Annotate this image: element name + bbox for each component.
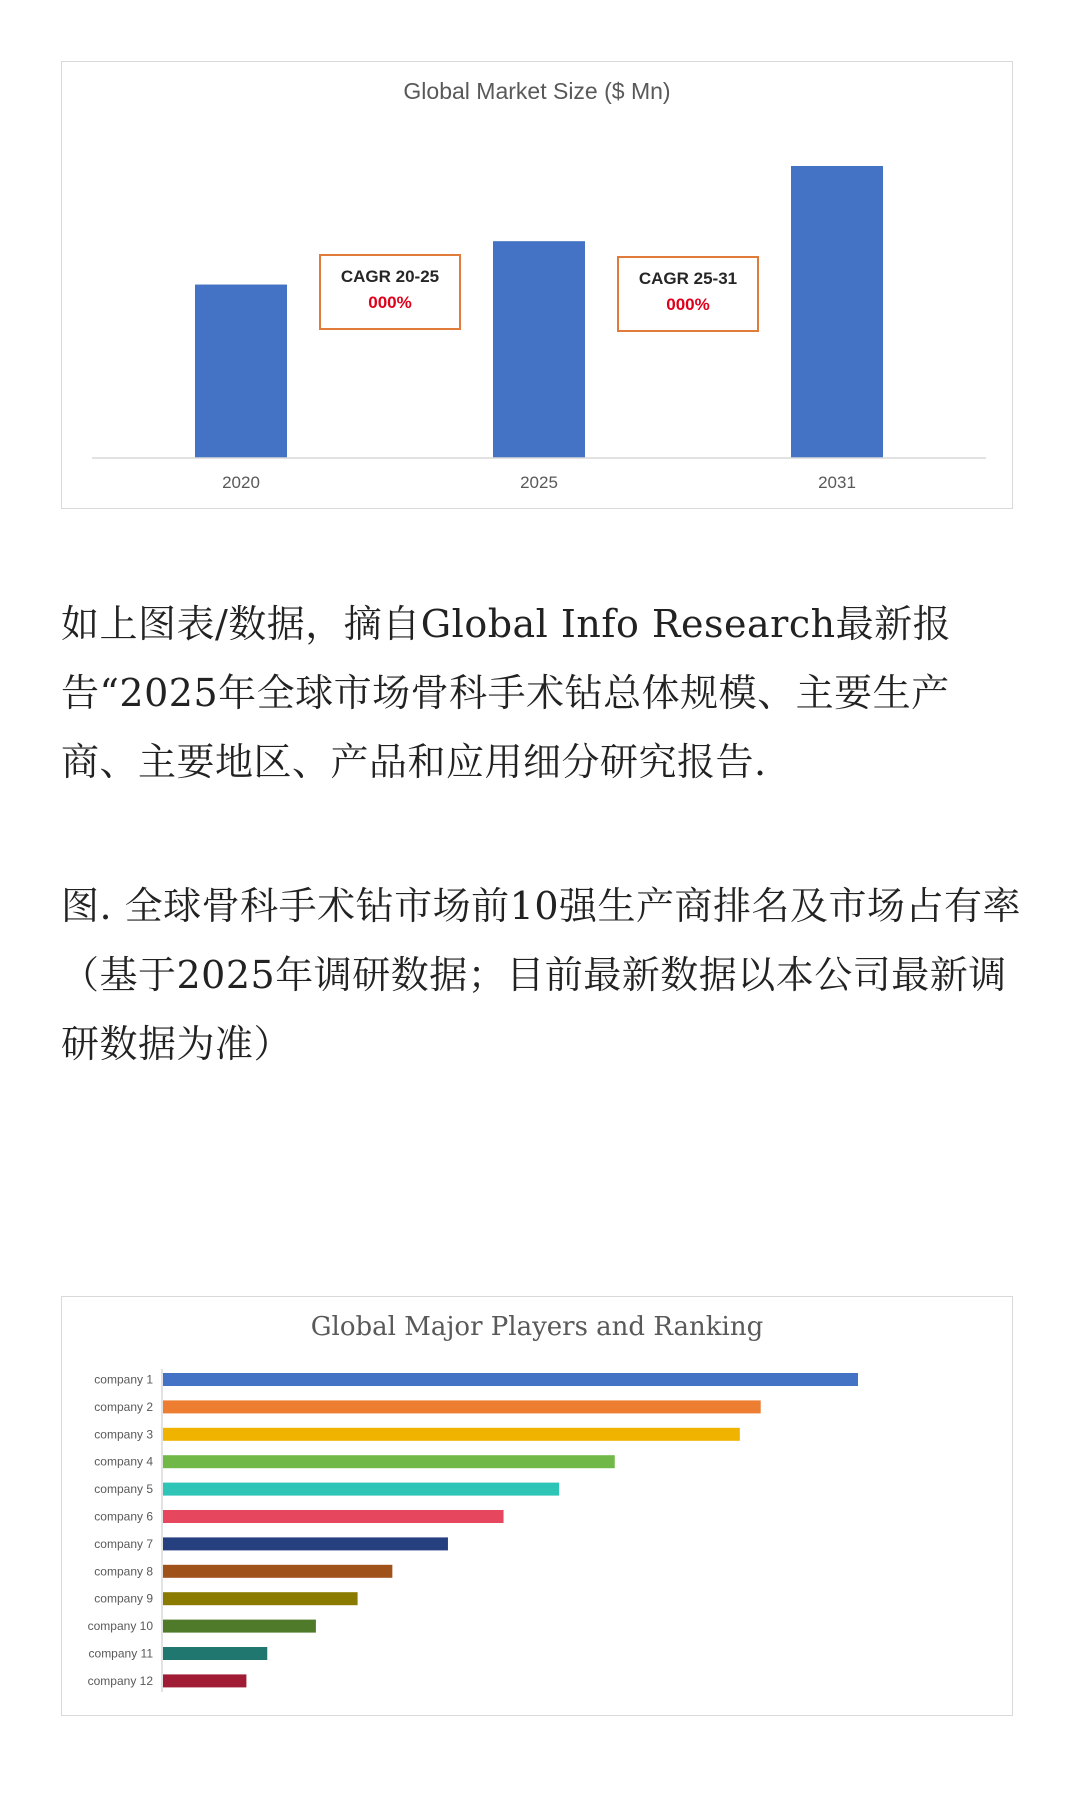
bar-company-9 bbox=[163, 1592, 358, 1605]
cagr-annotation-label: CAGR 25-31 bbox=[638, 269, 738, 288]
bar-company-10 bbox=[163, 1620, 316, 1633]
y-tick-label: company 8 bbox=[94, 1564, 153, 1579]
bar-2031 bbox=[791, 166, 883, 458]
y-tick-label: company 3 bbox=[94, 1427, 153, 1442]
intro-paragraph: 如上图表/数据，摘自Global Info Research最新报告“2025年全球市场骨科手术钻总体规模、主要生产商、主要地区、产品和应用细分研究报告. bbox=[61, 602, 952, 784]
bar-company-8 bbox=[163, 1565, 392, 1578]
cagr-annotation-value: 000% bbox=[368, 293, 412, 312]
bar-company-2 bbox=[163, 1400, 761, 1413]
y-tick-label: company 12 bbox=[87, 1673, 153, 1688]
y-tick-label: company 1 bbox=[94, 1372, 153, 1387]
x-tick-label: 2031 bbox=[818, 473, 856, 492]
y-tick-label: company 4 bbox=[94, 1454, 153, 1469]
cagr-annotation-label: CAGR 20-25 bbox=[340, 267, 440, 286]
cagr-annotation-value: 000% bbox=[666, 295, 710, 314]
chart-title: Global Major Players and Ranking bbox=[310, 1312, 764, 1342]
chart-title: Global Market Size ($ Mn) bbox=[403, 78, 671, 104]
bar-company-4 bbox=[163, 1455, 615, 1468]
market-size-chart bbox=[61, 61, 1013, 509]
bar-2020 bbox=[195, 285, 287, 458]
bar-2025 bbox=[493, 241, 585, 458]
bar-company-3 bbox=[163, 1428, 740, 1441]
y-tick-label: company 10 bbox=[87, 1619, 153, 1634]
y-tick-label: company 7 bbox=[94, 1536, 153, 1551]
figure-caption: 图. 全球骨科手术钻市场前10强生产商排名及市场占有率（基于2025年调研数据；目前最新数据以本公司最新调研数据为准） bbox=[61, 884, 1022, 1066]
bar-company-12 bbox=[163, 1674, 246, 1687]
y-tick-label: company 5 bbox=[94, 1482, 153, 1497]
x-tick-label: 2025 bbox=[520, 473, 558, 492]
players-ranking-chart bbox=[61, 1296, 1013, 1716]
bar-company-11 bbox=[163, 1647, 267, 1660]
y-tick-label: company 2 bbox=[94, 1399, 153, 1414]
players-ranking-chart-svg bbox=[62, 1297, 1012, 1715]
y-tick-label: company 6 bbox=[94, 1509, 153, 1524]
x-tick-label: 2020 bbox=[222, 473, 260, 492]
bar-company-5 bbox=[163, 1483, 559, 1496]
market-size-chart-svg bbox=[62, 62, 1012, 508]
y-tick-label: company 11 bbox=[88, 1646, 153, 1661]
bar-company-1 bbox=[163, 1373, 858, 1386]
bar-company-6 bbox=[163, 1510, 504, 1523]
bar-company-7 bbox=[163, 1537, 448, 1550]
y-tick-label: company 9 bbox=[94, 1591, 153, 1606]
